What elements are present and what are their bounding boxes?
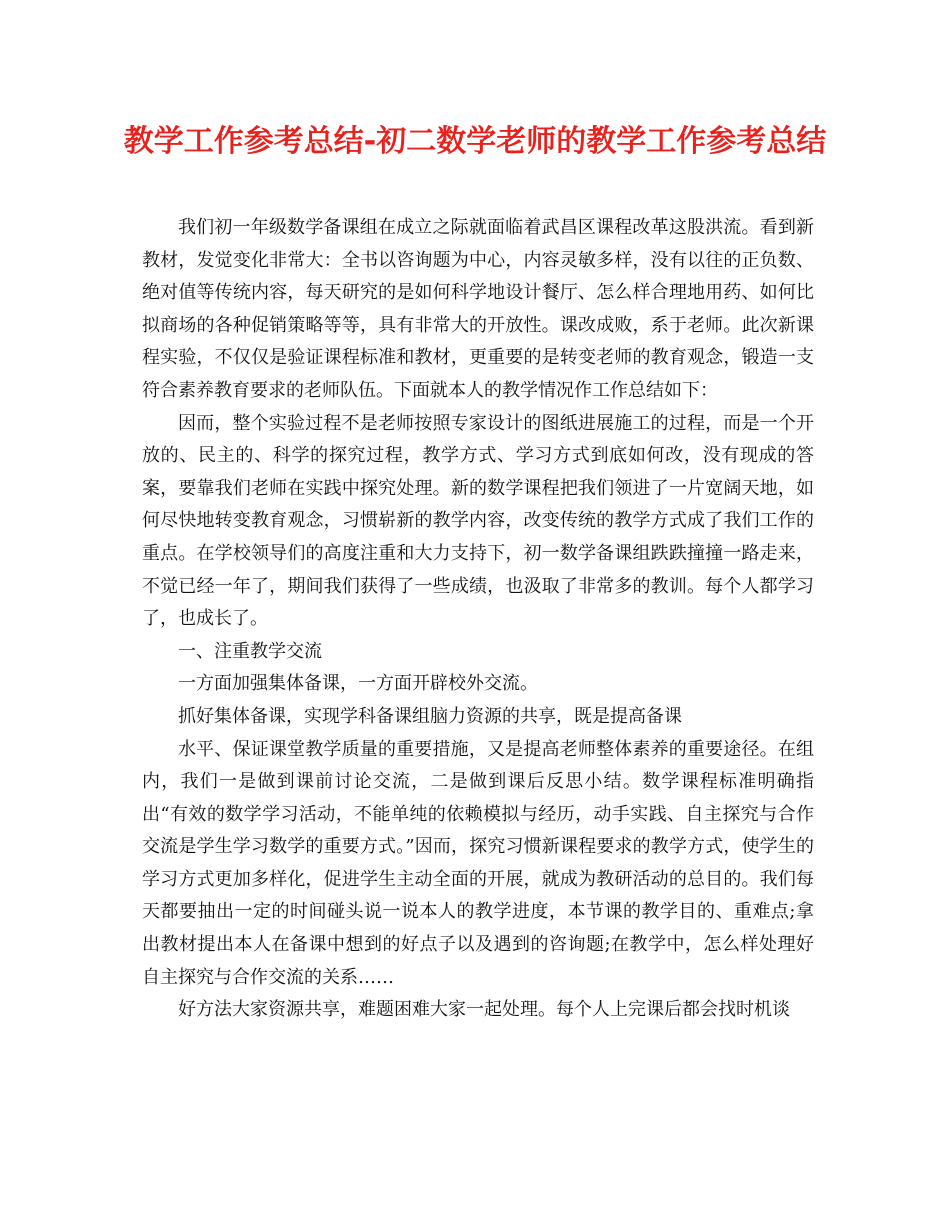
- paragraph-exchange-summary: 一方面加强集体备课，一方面开辟校外交流。: [178, 673, 538, 695]
- section-heading-teaching-exchange: 一、注重教学交流: [178, 640, 322, 662]
- document-title: 教学工作参考总结-初二数学老师的教学工作参考总结: [123, 124, 827, 159]
- paragraph-process: 因而，整个实验过程不是老师按照专家设计的图纸进展施工的过程，而是一个开放的、民主的、科学的探究过程，教学方式、学习方式到底如何改，没有现成的答案，要靠我们老师在实践中探究处理。新的数学课程把我们领进了一片宽阔天地，如何尽快地转变教育观念，习惯崭新的教学内容，改变传统的教学方式成了我们工作的重点。在学校领导们的高度注重和大力支持下，初一数学备课组跌跌撞撞一路走来，不觉已经一年了，期间我们获得了一些成绩，也汲取了非常多的教训。每个人都学习了，也成长了。: [142, 412, 814, 630]
- paragraph-collective-prep-continued: 水平、保证课堂教学质量的重要措施，又是提高老师整体素养的重要途径。在组内，我们一是做到课前讨论交流，二是做到课后反思小结。数学课程标准明确指出“有效的数学学习活动，不能单纯的依赖模拟与经历，动手实践、自主探究与合作交流是学生学习数学的重要方式。”因而，探究习惯新课程要求的教学方式，使学生的学习方式更加多样化，促进学生主动全面的开展，就成为教研活动的总目的。我们每天都要抽出一定的时间碰头说一说本人的教学进度，本节课的教学目的、重难点;拿出教材提出本人在备课中想到的好点子以及遇到的咨询题;在教学中，怎么样处理好自主探究与合作交流的关系……: [142, 738, 814, 988]
- paragraph-collective-prep: 抓好集体备课，实现学科备课组脑力资源的共享，既是提高备课: [178, 705, 682, 727]
- paragraph-intro: 我们初一年级数学备课组在成立之际就面临着武昌区课程改革这股洪流。看到新教材，发觉变化非常大：全书以咨询题为中心，内容灵敏多样，没有以往的正负数、绝对值等传统内容，每天研究的是如何科学地设计餐厅、怎么样合理地用药、如何比拟商场的各种促销策略等等，具有非常大的开放性。课改成败，系于老师。此次新课程实验，不仅仅是验证课程标准和教材，更重要的是转变老师的教育观念，锻造一支符合素养教育要求的老师队伍。下面就本人的教学情况作工作总结如下：: [142, 217, 814, 401]
- paragraph-resource-sharing: 好方法大家资源共享，难题困难大家一起处理。每个人上完课后都会找时机谈: [178, 999, 790, 1021]
- document-body: [142, 212, 814, 1027]
